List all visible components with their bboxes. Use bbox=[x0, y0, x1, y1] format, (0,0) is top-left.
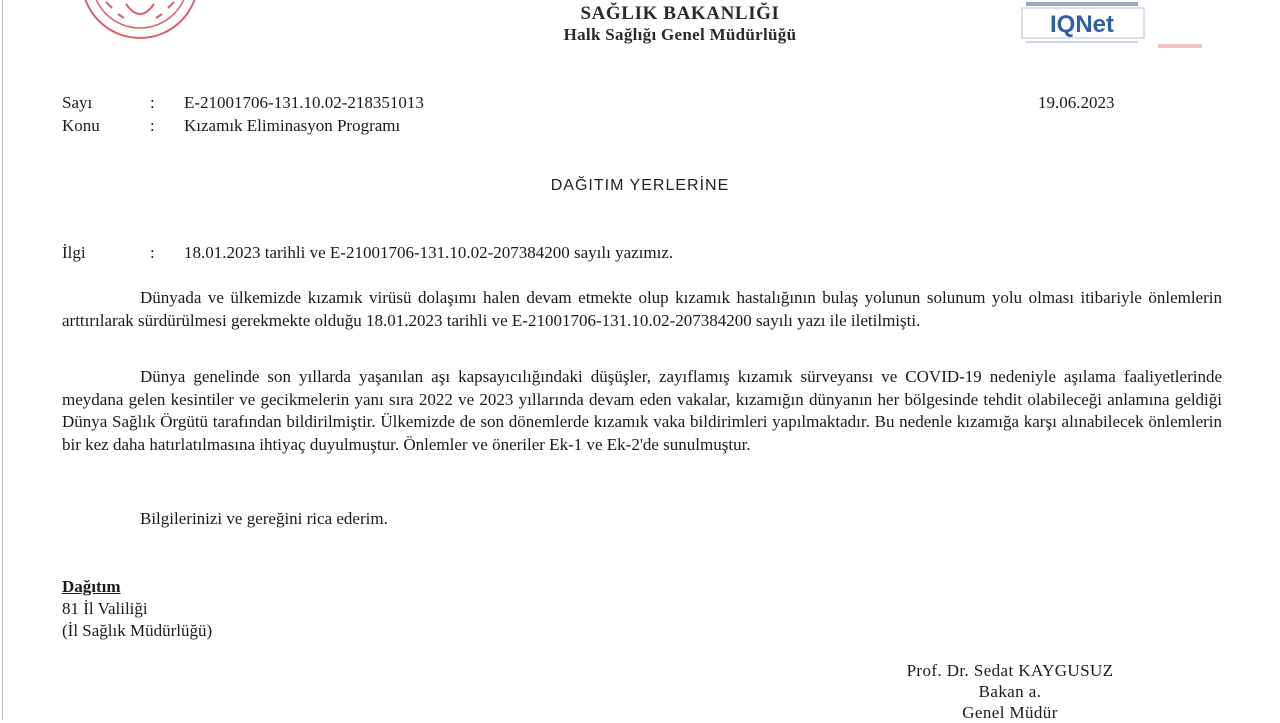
reference-separator: : bbox=[150, 243, 155, 262]
signatory-title-1: Bakan a. bbox=[978, 682, 1042, 701]
konu-row bbox=[62, 115, 400, 137]
page-edge-line bbox=[2, 0, 3, 720]
directorate-name: Halk Sağlığı Genel Müdürlüğü bbox=[563, 25, 797, 44]
body-paragraph-1: Dünyada ve ülkemizde kızamık virüsü dolaşımı halen devam etmekte olup kızamık hastalığının bulaş yolunun solunum yolu olması itibariyle önlemlerin arttırılarak sürdürülmesi gerekmekte olduğu 18.01.2023 tarihli ve E-21001706-131.10.02-207384200 sayılı yazı ile iletilmişti. bbox=[62, 288, 1222, 330]
distribution-line-1: 81 İl Valiliği bbox=[62, 599, 148, 618]
signature-block bbox=[820, 660, 1200, 723]
signatory-name: Prof. Dr. Sedat KAYGUSUZ bbox=[906, 661, 1114, 680]
ministry-emblem-logo bbox=[60, 0, 220, 40]
reference-row bbox=[62, 242, 673, 264]
sayi-label: Sayı bbox=[62, 93, 93, 112]
recipient-title: DAĞITIM YERLERİNE bbox=[550, 177, 730, 194]
sayi-value: E-21001706-131.10.02-218351013 bbox=[184, 93, 424, 112]
distribution-block bbox=[62, 576, 212, 642]
signatory-title-2: Genel Müdür bbox=[962, 703, 1058, 722]
body-paragraph-3: Bilgilerinizi ve gereğini rica ederim. bbox=[140, 509, 388, 528]
distribution-line-2: (İl Sağlık Müdürlüğü) bbox=[62, 621, 213, 640]
konu-label: Konu bbox=[62, 116, 100, 135]
distribution-title: Dağıtım bbox=[62, 577, 121, 596]
iqnet-logo-text: IQNet bbox=[1049, 11, 1115, 38]
sayi-separator: : bbox=[150, 93, 155, 112]
iqnet-certification-logo bbox=[1018, 0, 1213, 56]
body-paragraph-2: Dünya genelinde son yıllarda yaşanılan aşı kapsayıcılığındaki düşüşler, zayıflamış kızamık sürveyansı ve COVID-19 nedeniyle aşılama faaliyetlerinde meydana gelen kesintiler ve gecikmelerin yanı sıra 2022 ve 2023 yıllarında devam eden vakalar, kızamığın dünyanın her bölgesinde tehdit olabileceği anlamına geldiği Dünya Sağlık Örgütü tarafından bildirilmiştir. Ülkemizde de son dönemlerde kızamık vaka bildirimleri yapılmaktadır. Bu nedenle kızamığa karşı alınabilecek önlemlerin bir kez daha hatırlatılmasına ihtiyaç duyulmuştur. Önlemler ve öneriler Ek-1 ve Ek-2'de sunulmuştur. bbox=[62, 367, 1222, 454]
document-date: 19.06.2023 bbox=[1038, 93, 1115, 112]
konu-value: Kızamık Eliminasyon Programı bbox=[184, 116, 401, 135]
reference-label: İlgi bbox=[62, 243, 86, 262]
ministry-name: SAĞLIK BAKANLIĞI bbox=[580, 3, 780, 24]
reference-value: 18.01.2023 tarihli ve E-21001706-131.10.02-207384200 sayılı yazımız. bbox=[184, 243, 674, 262]
document-header bbox=[420, 3, 940, 45]
sayi-row bbox=[62, 92, 424, 114]
konu-separator: : bbox=[150, 116, 155, 135]
